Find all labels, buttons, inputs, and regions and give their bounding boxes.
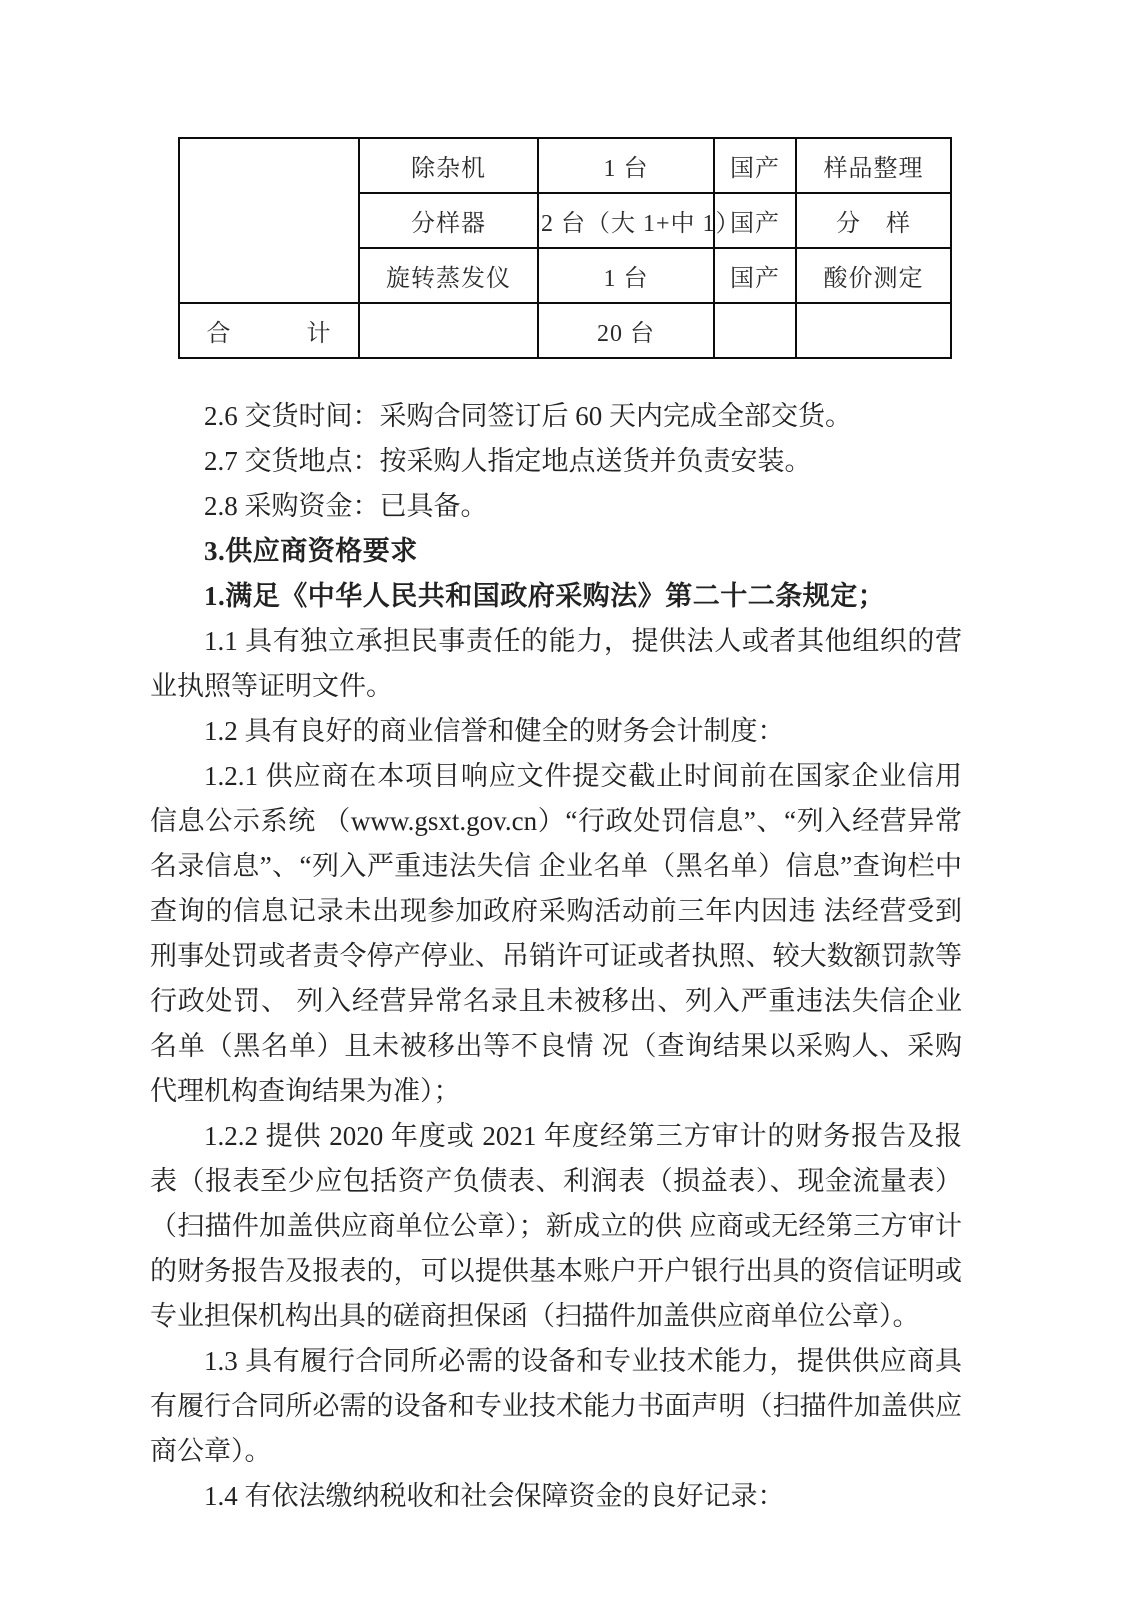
body-text xyxy=(150,394,962,1519)
para-1-2-2: 1.2.2 提供 2020 年度或 2021 年度经第三方审计的财务报告及报表（报表至少应包括资产负债表、利润表（损益表）、现金流量表）（扫描件加盖供应商单位公章）；新成立的供 应商或无经第三方审计的财务报告及报表的，可以提供基本账户开户银行出具的资信证明或 专业担保机构出具的磋商担保函（扫描件加盖供应商单位公章）。 xyxy=(150,1121,962,1331)
para-2-6: 2.6 交货时间：采购合同签订后 60 天内完成全部交货。 xyxy=(204,401,852,431)
table-cell-equipment xyxy=(359,303,538,358)
table-cell-purpose xyxy=(796,303,951,358)
para-1-2-1: 1.2.1 供应商在本项目响应文件提交截止时间前在国家企业信用信息公示系统 （www.gsxt.gov.cn）“行政处罚信息”、“列入经营异常名录信息”、“列入严重违法失信 企业名单（黑名单）信息”查询栏中查询的信息记录未出现参加政府采购活动前三年内因违 法经营受到刑事处罚或者责令停产停业、吊销许可证或者执照、较大数额罚款等行政处罚、 列入经营异常名录且未被移出、列入严重违法失信企业名单（黑名单）且未被移出等不良情 况（查询结果以采购人、采购代理机构查询结果为准）； xyxy=(150,761,962,1106)
table-cell-origin: 国产 xyxy=(714,193,796,248)
table-cell-quantity: 1 台 xyxy=(538,248,714,303)
table-cell-category xyxy=(179,138,359,303)
para-2-7: 2.7 交货地点：按采购人指定地点送货并负责安装。 xyxy=(204,446,812,476)
table-cell-equipment: 除杂机 xyxy=(359,138,538,193)
table-cell-purpose: 酸价测定 xyxy=(796,248,951,303)
table-cell-quantity: 20 台 xyxy=(538,303,714,358)
para-1-3: 1.3 具有履行合同所必需的设备和专业技术能力，提供供应商具有履行合同所必需的设备和专业技术能力书面声明（扫描件加盖供应商公章）。 xyxy=(150,1346,962,1466)
para-1-2: 1.2 具有良好的商业信誉和健全的财务会计制度： xyxy=(204,716,785,746)
table-total-row xyxy=(179,303,951,358)
table-cell-purpose: 样品整理 xyxy=(796,138,951,193)
table-cell-origin: 国产 xyxy=(714,138,796,193)
para-2-8: 2.8 采购资金：已具备。 xyxy=(204,491,488,521)
table-row xyxy=(179,138,951,193)
heading-supplier-qualification: 3.供应商资格要求 xyxy=(204,536,418,566)
table-cell-purpose: 分 样 xyxy=(796,193,951,248)
table-cell-total-label: 合 计 xyxy=(179,303,359,358)
para-1-1: 1.1 具有独立承担民事责任的能力，提供法人或者其他组织的营业执照等证明文件。 xyxy=(150,626,962,701)
para-1-4: 1.4 有依法缴纳税收和社会保障资金的良好记录： xyxy=(204,1481,785,1511)
table-cell-origin: 国产 xyxy=(714,248,796,303)
heading-law-article-22: 1.满足《中华人民共和国政府采购法》第二十二条规定； xyxy=(204,581,886,611)
table-cell-quantity: 2 台（大 1+中 1） xyxy=(538,193,714,248)
table-cell-equipment: 旋转蒸发仪 xyxy=(359,248,538,303)
table-cell-quantity: 1 台 xyxy=(538,138,714,193)
table-cell-origin xyxy=(714,303,796,358)
equipment-table xyxy=(178,137,952,359)
table-cell-equipment: 分样器 xyxy=(359,193,538,248)
